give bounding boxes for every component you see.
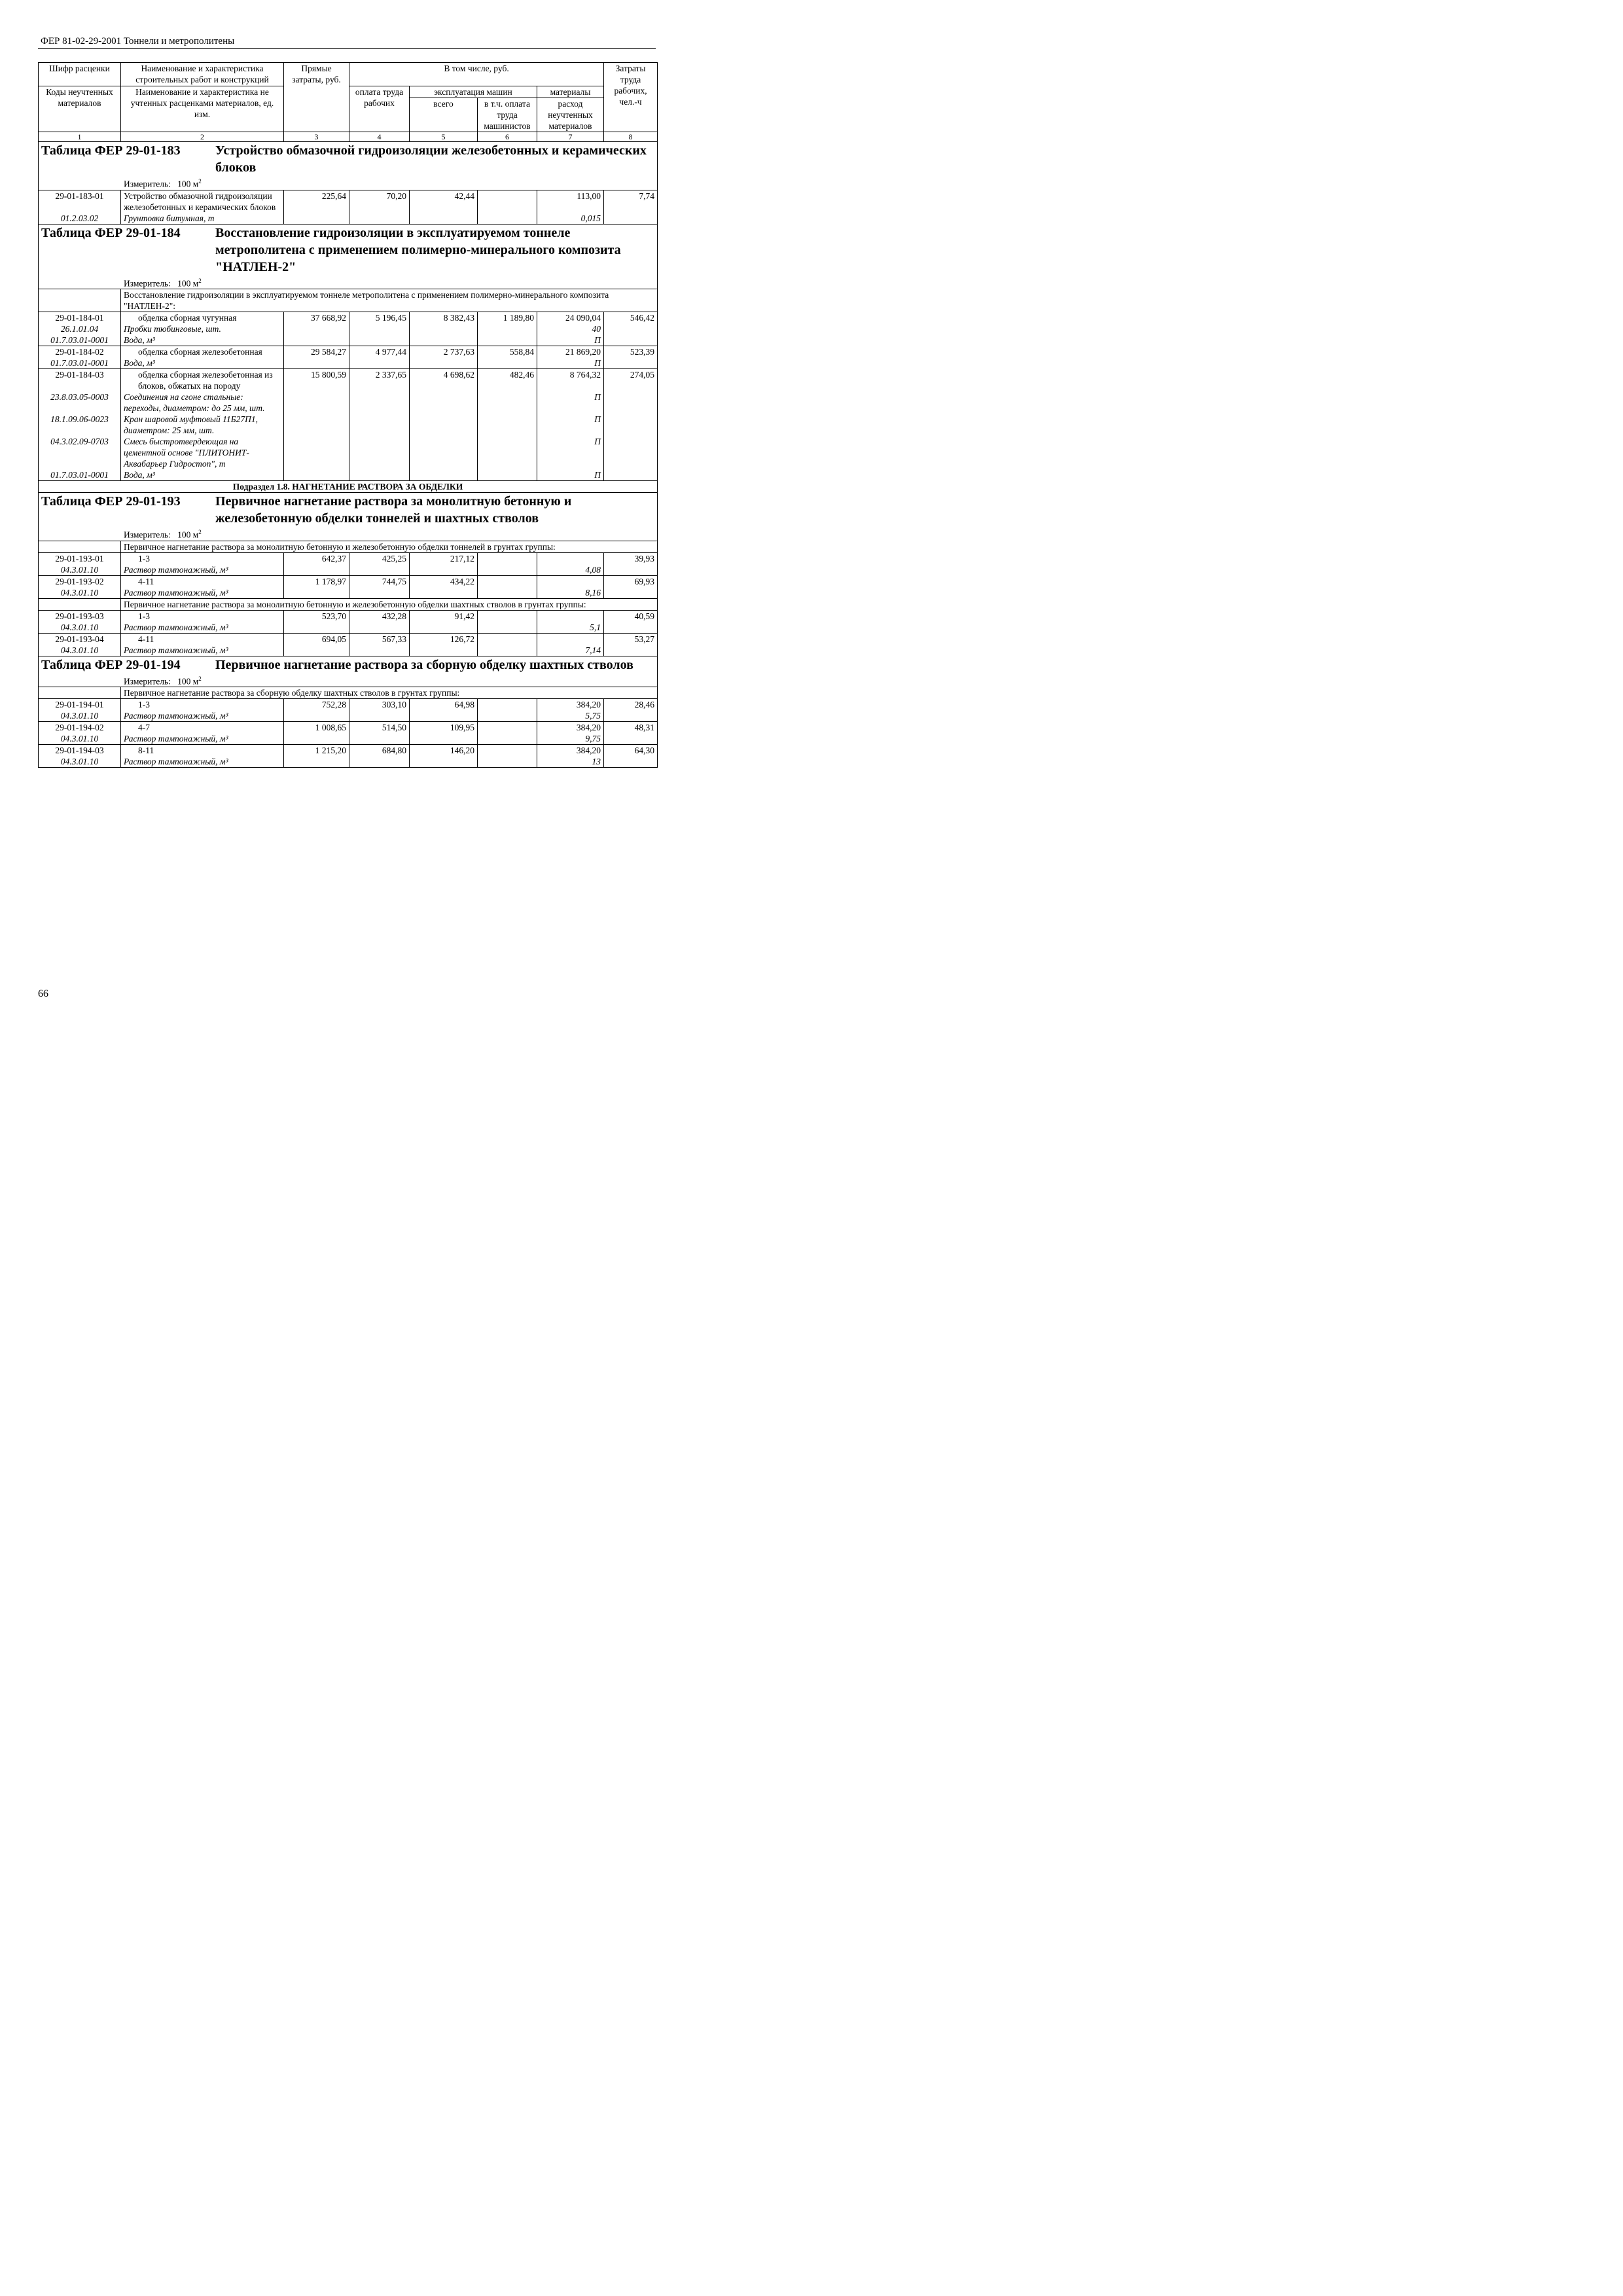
- row-code: 29-01-184-01: [39, 312, 121, 324]
- machinist-wages: [478, 552, 537, 564]
- row-name: обделка сборная железобетонная: [121, 346, 284, 358]
- machines: 126,72: [410, 633, 478, 645]
- direct-cost: 752,28: [284, 699, 349, 711]
- material-name: Раствор тампонажный, м³: [121, 564, 284, 576]
- row-name: 8-11: [121, 745, 284, 757]
- row-code: 29-01-193-04: [39, 633, 121, 645]
- material-name: Пробки тюбинговые, шт.: [121, 323, 284, 334]
- row-code: 29-01-194-01: [39, 699, 121, 711]
- measure-unit: Измеритель: 100 $м^2$: [39, 527, 658, 541]
- material-code: 18.1.09.06-0023: [39, 414, 121, 436]
- wages: 514,50: [349, 722, 410, 734]
- labor: 546,42: [604, 312, 658, 324]
- labor: 69,93: [604, 575, 658, 587]
- table-heading: [39, 224, 658, 276]
- material-qty: П: [537, 469, 604, 481]
- material-qty: П: [537, 391, 604, 414]
- wages: 744,75: [349, 575, 410, 587]
- row-code: 29-01-184-02: [39, 346, 121, 358]
- machinist-wages: [478, 190, 537, 213]
- material-code: 04.3.02.09-0703: [39, 436, 121, 469]
- table-heading: [39, 142, 658, 177]
- materials: 113,00: [537, 190, 604, 213]
- row-code: 29-01-194-02: [39, 722, 121, 734]
- header-machines-total: всего: [410, 98, 478, 132]
- material-name: Смесь быстротвердеющая на цементной основе "ПЛИТОНИТ-Аквабарьер Гидростоп", т: [121, 436, 284, 469]
- material-code: 01.7.03.01-0001: [39, 357, 121, 369]
- materials: 21 869,20: [537, 346, 604, 358]
- row-code: 29-01-193-01: [39, 552, 121, 564]
- wages: 567,33: [349, 633, 410, 645]
- header-materials: материалы: [537, 86, 604, 98]
- col-num-5: 5: [410, 132, 478, 142]
- materials: 24 090,04: [537, 312, 604, 324]
- row-name: обделка сборная чугунная: [121, 312, 284, 324]
- material-name: Вода, м³: [121, 334, 284, 346]
- header-direct-costs: Прямые затраты, руб.: [284, 63, 349, 132]
- machines: 217,12: [410, 552, 478, 564]
- table-title: Восстановление гидроизоляции в эксплуатируемом тоннеле метрополитена с применением полимерно-минерального композита "НАТЛЕН-2": [215, 225, 621, 274]
- machines: 146,20: [410, 745, 478, 757]
- material-qty: П: [537, 436, 604, 469]
- header-material-consumption: расход неучтенных материалов: [537, 98, 604, 132]
- material-name: Раствор тампонажный, м³: [121, 587, 284, 599]
- row-name: 1-3: [121, 552, 284, 564]
- material-name: Кран шаровой муфтовый 11Б27П1, диаметром: 25 мм, шт.: [121, 414, 284, 436]
- machines: 434,22: [410, 575, 478, 587]
- header-labor: Затраты труда рабочих, чел.-ч: [604, 63, 658, 132]
- direct-cost: 523,70: [284, 610, 349, 622]
- materials: 8 764,32: [537, 369, 604, 392]
- material-name: Соединения на сгоне стальные: переходы, диаметром: до 25 мм, шт.: [121, 391, 284, 414]
- row-name: 4-11: [121, 575, 284, 587]
- materials: [537, 610, 604, 622]
- direct-cost: 1 178,97: [284, 575, 349, 587]
- material-qty: 5,75: [537, 710, 604, 722]
- direct-cost: 1 215,20: [284, 745, 349, 757]
- material-code: 04.3.01.10: [39, 622, 121, 634]
- material-qty: 8,16: [537, 587, 604, 599]
- material-qty: 0,015: [537, 213, 604, 224]
- header-including: В том числе, руб.: [349, 63, 604, 86]
- labor: 53,27: [604, 633, 658, 645]
- wages: 5 196,45: [349, 312, 410, 324]
- group-title: Первичное нагнетание раствора за монолитную бетонную и железобетонную обделки шахтных стволов в грунтах группы:: [121, 598, 658, 610]
- material-name: Раствор тампонажный, м³: [121, 710, 284, 722]
- machinist-wages: [478, 633, 537, 645]
- material-code: 01.2.03.02: [39, 213, 121, 224]
- material-code: 04.3.01.10: [39, 710, 121, 722]
- header-wages: оплата труда рабочих: [349, 86, 410, 132]
- labor: 39,93: [604, 552, 658, 564]
- col-num-7: 7: [537, 132, 604, 142]
- materials: [537, 633, 604, 645]
- machinist-wages: [478, 722, 537, 734]
- material-name: Грунтовка битумная, т: [121, 213, 284, 224]
- material-name: Раствор тампонажный, м³: [121, 733, 284, 745]
- row-code: 29-01-193-03: [39, 610, 121, 622]
- material-code: 04.3.01.10: [39, 756, 121, 768]
- material-code: 01.7.03.01-0001: [39, 334, 121, 346]
- table-number: Таблица ФЕР 29-01-183: [41, 143, 181, 158]
- machines: 8 382,43: [410, 312, 478, 324]
- table-title: Первичное нагнетание раствора за монолитную бетонную и железобетонную обделки тоннелей и шахтных стволов: [215, 494, 572, 526]
- material-name: Раствор тампонажный, м³: [121, 756, 284, 768]
- machines: 91,42: [410, 610, 478, 622]
- row-name: 1-3: [121, 699, 284, 711]
- col-num-8: 8: [604, 132, 658, 142]
- col-num-1: 1: [39, 132, 121, 142]
- wages: 684,80: [349, 745, 410, 757]
- table-heading: [39, 656, 658, 673]
- direct-cost: 1 008,65: [284, 722, 349, 734]
- materials: 384,20: [537, 699, 604, 711]
- material-qty: 40: [537, 323, 604, 334]
- machines: 2 737,63: [410, 346, 478, 358]
- material-code: 04.3.01.10: [39, 645, 121, 656]
- machines: 64,98: [410, 699, 478, 711]
- direct-cost: 694,05: [284, 633, 349, 645]
- materials: [537, 552, 604, 564]
- wages: 303,10: [349, 699, 410, 711]
- col-num-6: 6: [478, 132, 537, 142]
- labor: 28,46: [604, 699, 658, 711]
- material-qty: П: [537, 334, 604, 346]
- table-number: Таблица ФЕР 29-01-193: [41, 494, 181, 509]
- material-qty: П: [537, 357, 604, 369]
- material-code: 04.3.01.10: [39, 587, 121, 599]
- materials: 384,20: [537, 745, 604, 757]
- material-code: 04.3.01.10: [39, 564, 121, 576]
- machines: 42,44: [410, 190, 478, 213]
- wages: 4 977,44: [349, 346, 410, 358]
- row-code: 29-01-184-03: [39, 369, 121, 392]
- machinist-wages: [478, 575, 537, 587]
- direct-cost: 225,64: [284, 190, 349, 213]
- labor: 64,30: [604, 745, 658, 757]
- row-code: 29-01-193-02: [39, 575, 121, 587]
- measure-unit: Измеритель: 100 $м^2$: [39, 673, 658, 687]
- group-title: Первичное нагнетание раствора за монолитную бетонную и железобетонную обделки тоннелей в грунтах группы:: [121, 541, 658, 552]
- measure-unit: Измеритель: 100 $м^2$: [39, 276, 658, 289]
- machines: 109,95: [410, 722, 478, 734]
- material-name: Раствор тампонажный, м³: [121, 622, 284, 634]
- labor: 523,39: [604, 346, 658, 358]
- machinist-wages: 482,46: [478, 369, 537, 392]
- material-name: Раствор тампонажный, м³: [121, 645, 284, 656]
- material-code: 04.3.01.10: [39, 733, 121, 745]
- direct-cost: 15 800,59: [284, 369, 349, 392]
- header-machinist-wages: в т.ч. оплата труда машинистов: [478, 98, 537, 132]
- material-qty: П: [537, 414, 604, 436]
- wages: 2 337,65: [349, 369, 410, 392]
- labor: 7,74: [604, 190, 658, 213]
- material-code: 23.8.03.05-0003: [39, 391, 121, 414]
- material-qty: 5,1: [537, 622, 604, 634]
- table-number: Таблица ФЕР 29-01-194: [41, 657, 181, 672]
- material-name: Вода, м³: [121, 469, 284, 481]
- header-code: Шифр расценки: [39, 63, 121, 86]
- direct-cost: 37 668,92: [284, 312, 349, 324]
- wages: 425,25: [349, 552, 410, 564]
- col-num-3: 3: [284, 132, 349, 142]
- machines: 4 698,62: [410, 369, 478, 392]
- material-code: 26.1.01.04: [39, 323, 121, 334]
- materials: 384,20: [537, 722, 604, 734]
- page-number: 66: [38, 988, 48, 999]
- price-table: [38, 62, 658, 768]
- machinist-wages: 558,84: [478, 346, 537, 358]
- machinist-wages: [478, 610, 537, 622]
- section-title: Подраздел 1.8. НАГНЕТАНИЕ РАСТВОРА ЗА ОБДЕЛКИ: [39, 481, 658, 493]
- measure-unit: Измеритель: 100 $м^2$: [39, 176, 658, 190]
- machinist-wages: [478, 745, 537, 757]
- wages: 432,28: [349, 610, 410, 622]
- row-name: 4-7: [121, 722, 284, 734]
- material-qty: 13: [537, 756, 604, 768]
- table-heading: [39, 493, 658, 528]
- direct-cost: 29 584,27: [284, 346, 349, 358]
- labor: 48,31: [604, 722, 658, 734]
- header-work-name: Наименование и характеристика строительных работ и конструкций: [121, 63, 284, 86]
- row-name: 1-3: [121, 610, 284, 622]
- header-material-codes: Коды неучтенных материалов: [39, 86, 121, 132]
- row-code: 29-01-194-03: [39, 745, 121, 757]
- labor: 40,59: [604, 610, 658, 622]
- col-num-2: 2: [121, 132, 284, 142]
- row-name: Устройство обмазочной гидроизоляции железобетонных и керамических блоков: [121, 190, 284, 213]
- row-name: обделка сборная железобетонная из блоков, обжатых на породу: [121, 369, 284, 392]
- table-title: Первичное нагнетание раствора за сборную обделку шахтных стволов: [215, 657, 633, 672]
- material-name: Вода, м³: [121, 357, 284, 369]
- material-qty: 7,14: [537, 645, 604, 656]
- materials: [537, 575, 604, 587]
- table-number: Таблица ФЕР 29-01-184: [41, 225, 181, 240]
- group-title: Восстановление гидроизоляции в эксплуатируемом тоннеле метрополитена с применением полимерно-минерального композита "НАТЛЕН-2":: [121, 289, 658, 312]
- wages: 70,20: [349, 190, 410, 213]
- labor: 274,05: [604, 369, 658, 392]
- material-qty: 9,75: [537, 733, 604, 745]
- group-title: Первичное нагнетание раствора за сборную обделку шахтных стволов в грунтах группы:: [121, 687, 658, 699]
- header-machines: эксплуатация машин: [410, 86, 537, 98]
- table-title: Устройство обмазочной гидроизоляции железобетонных и керамических блоков: [215, 143, 647, 175]
- header-material-names: Наименование и характеристика не учтенных расценками материалов, ед. изм.: [121, 86, 284, 132]
- machinist-wages: [478, 699, 537, 711]
- document-title: ФЕР 81-02-29-2001 Тоннели и метрополитены: [41, 36, 235, 46]
- material-code: 01.7.03.01-0001: [39, 469, 121, 481]
- machinist-wages: 1 189,80: [478, 312, 537, 324]
- title-rule: [38, 48, 656, 49]
- col-num-4: 4: [349, 132, 410, 142]
- row-code: 29-01-183-01: [39, 190, 121, 213]
- material-qty: 4,08: [537, 564, 604, 576]
- row-name: 4-11: [121, 633, 284, 645]
- direct-cost: 642,37: [284, 552, 349, 564]
